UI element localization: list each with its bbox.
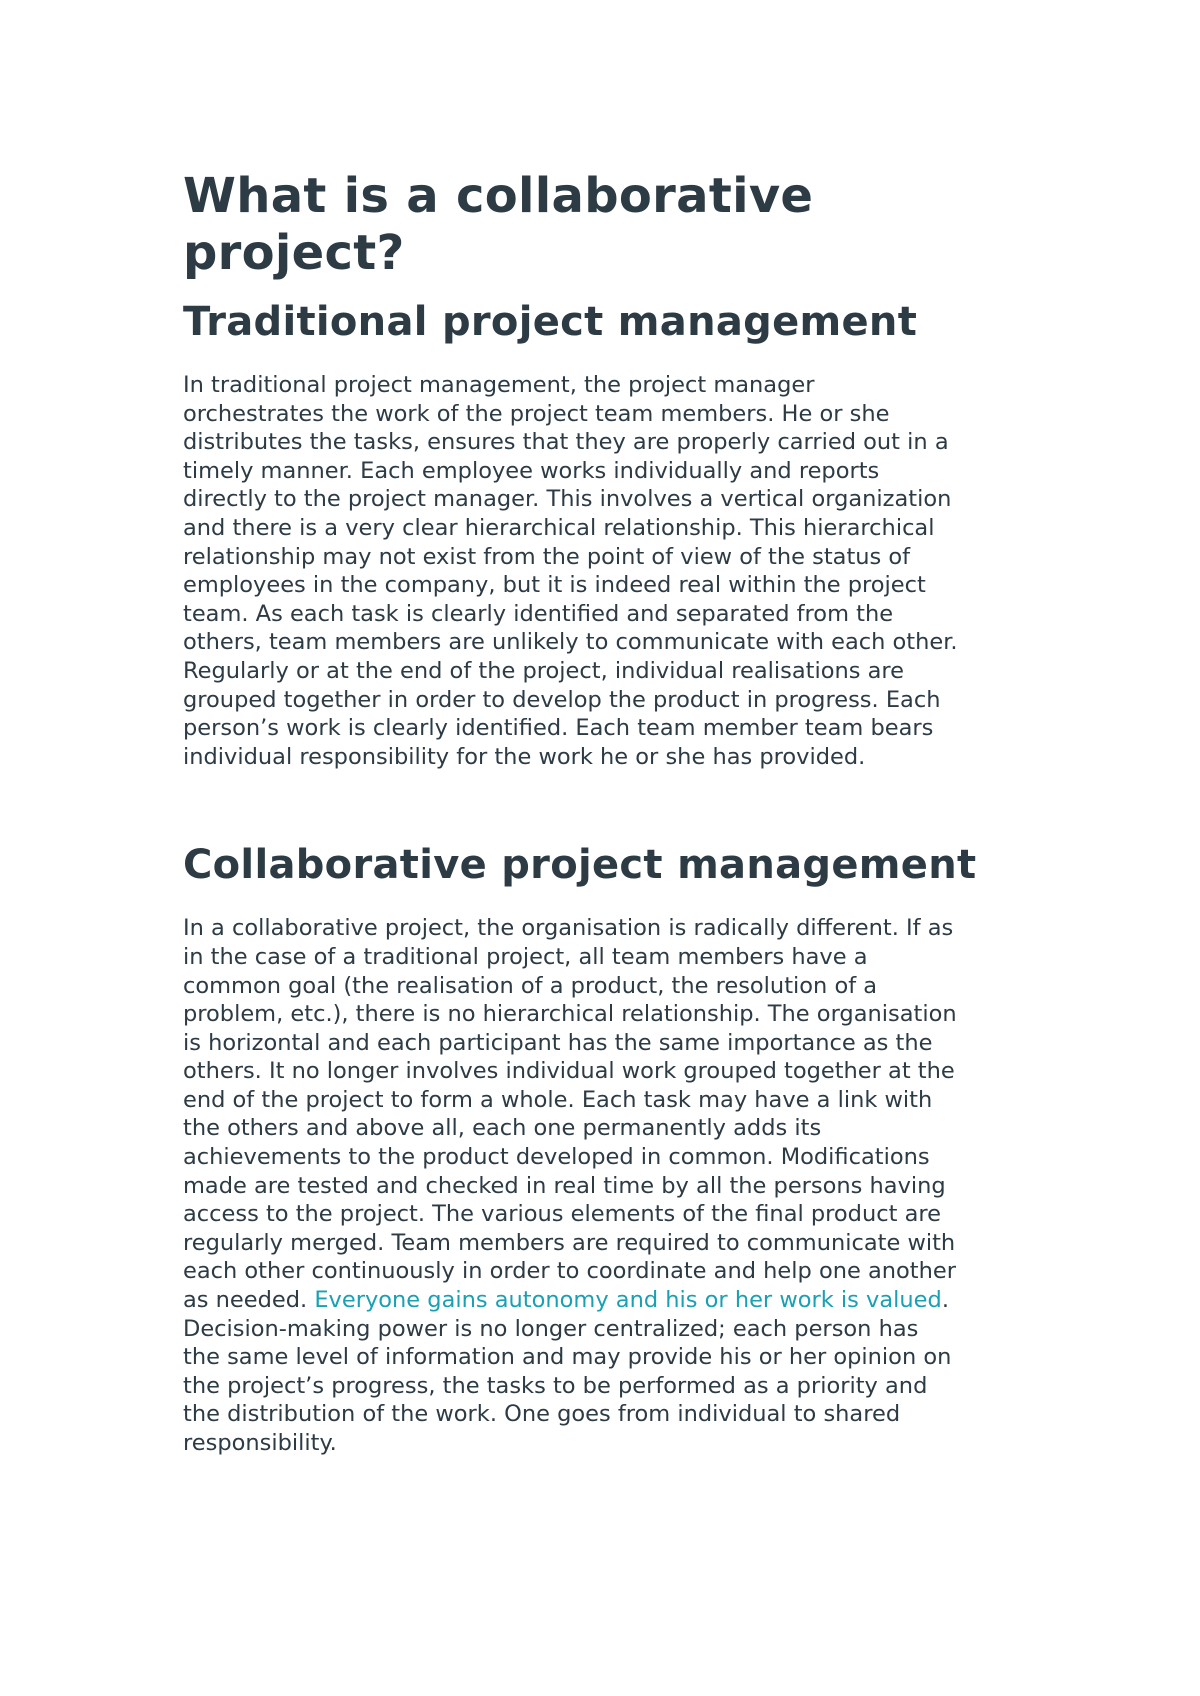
section-heading-traditional: Traditional project management [183,299,918,345]
section-body-traditional: In traditional project management, the project manager orchestrates the work of the project team members. He or she distributes the tasks, ensures that they are properly carried out in a timely manner. Each employee works individually and reports directly to the project manager. This involves a vertical organization and there is a very clear hierarchical relationship. This hierarchical relationship may not exist from the point of view of the status of employees in the company, but it is indeed real within the project team. As each task is clearly identified and separated from the others, team members are unlikely to communicate with each other. Regularly or at the end of the project, individual realisations are grouped together in order to develop the product in progress. Each person’s work is clearly identified. Each team member team bears individual responsibility for the work he or she has provided. [183,372,958,770]
page-title: What is a collaborative project? [183,168,814,281]
autonomy-link[interactable]: Everyone gains autonomy and his or her work is valued [314,1287,942,1314]
body-text-before-link: In a collaborative project, the organisation is radically different. If as in the case of a traditional project, all team members have a common goal (the realisation of a product, the resolution of a problem, etc.), there is no hierarchical relationship. The organisation is horizontal and each participant has the same importance as the others. It no longer involves individual work grouped together at the end of the project to form a whole. Each task may have a link with the others and above all, each one permanently adds its achievements to the product developed in common. Modifications made are tested and checked in real time by all the persons having access to the project. The various elements of the final product are regularly merged. Team members are required to communicate with each other continuously in order to coordinate and help one another as needed. [183,915,957,1314]
section-heading-collaborative: Collaborative project management [183,842,977,889]
section-body-collaborative [183,914,1033,1457]
body-text-after-link: . Decision-making power is no longer centralized; each person has the same level of information and may provide his or her opinion on the project’s progress, the tasks to be performed as a priority and the distribution of the work. One goes from individual to shared responsibility. [183,1287,952,1456]
document-page [183,168,1033,1458]
